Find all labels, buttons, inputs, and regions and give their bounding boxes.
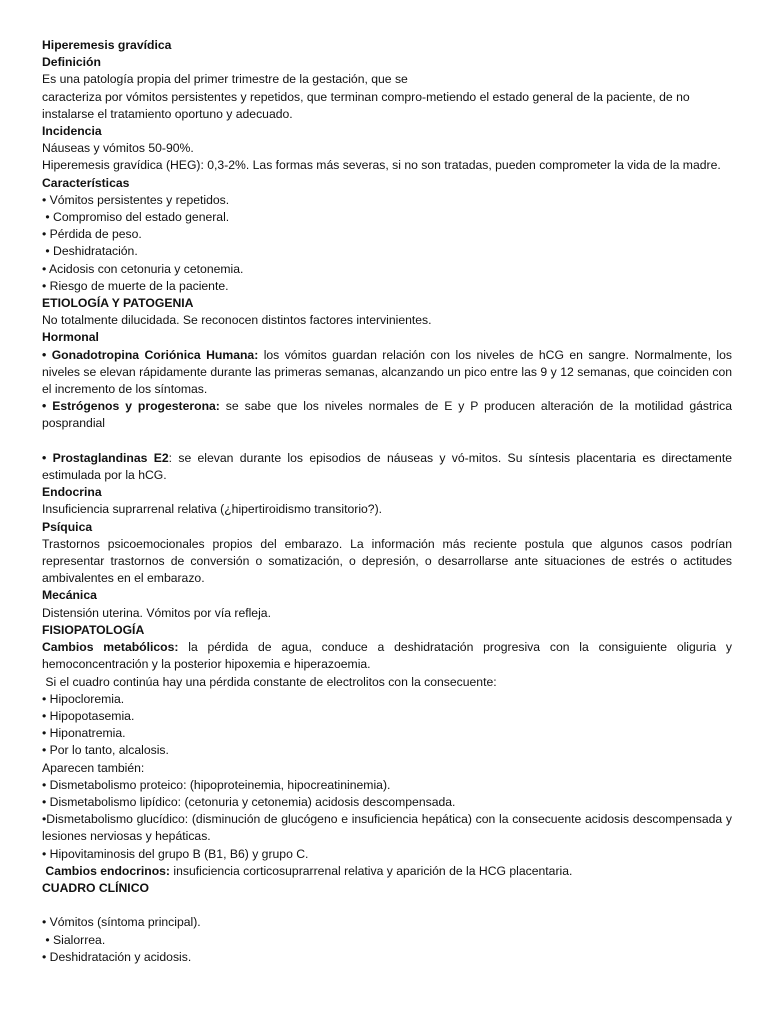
heading-caracteristicas: Características <box>42 175 130 190</box>
dismetabolismo-item: • Dismetabolismo proteico: (hipoproteinemia, hipocreatininemia). <box>42 777 391 792</box>
caracteristicas-item: • Compromiso del estado general. <box>42 210 230 225</box>
etiologia-text: No totalmente dilucidada. Se reconocen distintos factores intervinientes. <box>42 313 432 328</box>
prostaglandinas-label: • Prostaglandinas E2 <box>42 450 169 465</box>
incidencia-line-1: Náuseas y vómitos 50-90%. <box>42 141 194 156</box>
paragraph-gonadotropina <box>42 347 732 399</box>
caracteristicas-item: • Pérdida de peso. <box>42 227 142 242</box>
document-page <box>42 37 732 966</box>
electrolitos-item: • Por lo tanto, alcalosis. <box>42 743 169 758</box>
aparecen-tambien: Aparecen también: <box>42 760 145 775</box>
prostaglandinas-text: : se elevan durante los episodios de náuseas y vó-mitos. Su síntesis placentaria es directamente estimulada por la hCG. <box>42 450 733 483</box>
endocrina-text: Insuficiencia suprarrenal relativa (¿hipertiroidismo transitorio?). <box>42 502 383 517</box>
definicion-line-1: Es una patología propia del primer trimestre de la gestación, que se <box>42 72 408 87</box>
dismetabolismo-item: • Dismetabolismo lipídico: (cetonuria y cetonemia) acidosis descompensada. <box>42 794 456 809</box>
endocrinos-label: Cambios endocrinos: <box>42 863 170 878</box>
heading-cuadro-clinico: CUADRO CLÍNICO <box>42 880 149 895</box>
paragraph-metabolicos <box>42 639 732 673</box>
heading-etiologia: ETIOLOGÍA Y PATOGENIA <box>42 296 194 311</box>
heading-psiquica: Psíquica <box>42 519 93 534</box>
caracteristicas-item: • Vómitos persistentes y repetidos. <box>42 192 230 207</box>
electrolitos-item: • Hiponatremia. <box>42 726 126 741</box>
endocrinos-text: insuficiencia corticosuprarrenal relativa y aparición de la HCG placentaria. <box>170 863 573 878</box>
psiquica-text: Trastornos psicoemocionales propios del embarazo. La información más reciente postula que algunos casos podrían representar trastornos de conversión o somatización, o depresión, o desarrollarse ante situaciones de estrés o actitudes ambivalentes en el embarazo. <box>42 536 732 586</box>
cuadro-clinico-item: • Sialorrea. <box>42 932 106 947</box>
hipovitaminosis: • Hipovitaminosis del grupo B (B1, B6) y grupo C. <box>42 846 309 861</box>
paragraph-estrogenos <box>42 398 732 432</box>
mecanica-text: Distensión uterina. Vómitos por vía refleja. <box>42 605 271 620</box>
heading-incidencia: Incidencia <box>42 124 102 139</box>
electrolitos-item: • Hipocloremia. <box>42 691 125 706</box>
paragraph-endocrinos <box>42 863 732 880</box>
heading-fisiopatologia: FISIOPATOLOGÍA <box>42 622 145 637</box>
blank-line <box>42 433 732 450</box>
heading-endocrina: Endocrina <box>42 485 102 500</box>
metabolicos-text: la pérdida de agua, conduce a deshidratación progresiva con la consiguiente oliguria y hemoconcentración y la posterior hipoxemia e hiperazoemia. <box>42 640 732 672</box>
heading-mecanica: Mecánica <box>42 588 97 603</box>
cuadro-clinico-item: • Deshidratación y acidosis. <box>42 949 192 964</box>
electrolitos-item: • Hipopotasemia. <box>42 708 135 723</box>
gonadotropina-label: • Gonadotropina Coriónica Humana: <box>42 347 259 362</box>
caracteristicas-item: • Riesgo de muerte de la paciente. <box>42 278 229 293</box>
electrolitos-intro: Si el cuadro continúa hay una pérdida constante de electrolitos con la consecuente: <box>42 674 497 689</box>
estrogenos-text: se sabe que los niveles normales de E y P producen alteración de la motilidad gástrica posprandial <box>42 399 733 431</box>
gonadotropina-text: los vómitos guardan relación con los niveles de hCG en sangre. Normalmente, los niveles se elevan rápidamente durante las primeras semanas, alcanzando un pico entre las 9 y 12 semanas, que coinciden con el incremento de los síntomas. <box>42 347 732 397</box>
estrogenos-label: • Estrógenos y progesterona: <box>42 399 220 414</box>
paragraph-prostaglandinas <box>42 450 732 484</box>
dismetabolismo-glucidico: •Dismetabolismo glucídico: (disminución de glucógeno e insuficiencia hepática) con la consecuente acidosis descompensada y lesiones nerviosas y hepáticas. <box>42 812 732 844</box>
cuadro-clinico-item: • Vómitos (síntoma principal). <box>42 915 201 930</box>
metabolicos-label: Cambios metabólicos: <box>42 640 179 655</box>
caracteristicas-item: • Deshidratación. <box>42 244 138 259</box>
heading-definicion: Definición <box>42 55 101 70</box>
definicion-line-2: caracteriza por vómitos persistentes y repetidos, que terminan compro-metiendo el estado general de la paciente, de no instalarse el tratamiento oportuno y adecuado. <box>42 89 690 121</box>
caracteristicas-item: • Acidosis con cetonuria y cetonemia. <box>42 261 244 276</box>
heading-hormonal: Hormonal <box>42 330 99 345</box>
document-title: Hiperemesis gravídica <box>42 38 172 52</box>
blank-line <box>42 897 732 914</box>
incidencia-line-2: Hiperemesis gravídica (HEG): 0,3-2%. Las formas más severas, si no son tratadas, pueden comprometer la vida de la madre. <box>42 158 721 173</box>
